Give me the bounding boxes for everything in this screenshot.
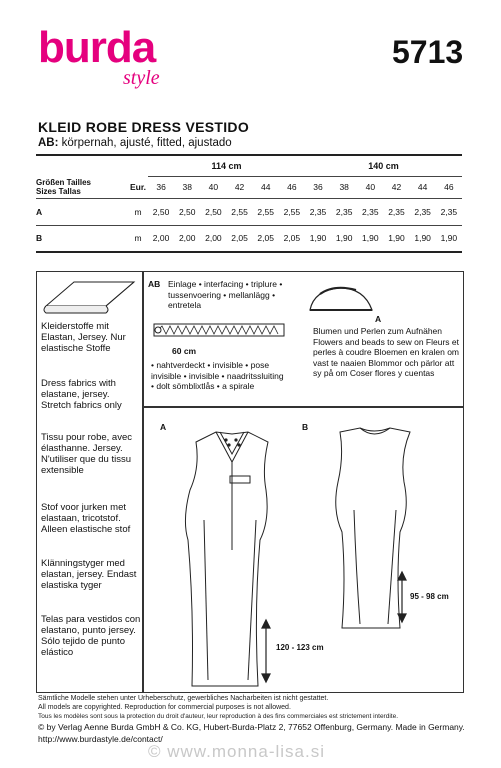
pattern-number: 5713	[392, 34, 464, 70]
yardage-cell: 1,90	[362, 233, 379, 244]
view-a-length: 120 - 123 cm	[276, 643, 324, 652]
beads-text: Blumen und Perlen zum Aufnähen Flowers and beads to sew on Fleurs et perles à coudre Bloemen en kralen om vast te naaien Blommor och pärlor att sy på om Coser flores y cuentas	[313, 326, 459, 378]
yardage-cell: 2,00	[152, 233, 170, 244]
size-cell: 38	[339, 182, 349, 192]
eur-label: Eur.	[129, 181, 147, 192]
size-table	[36, 156, 462, 253]
size-cell: 44	[260, 182, 271, 192]
zipper-icon	[150, 316, 290, 346]
yardage-cell: 2,35	[388, 206, 405, 217]
size-cell: 38	[182, 182, 192, 192]
yardage-cell: 2,35	[362, 206, 379, 217]
copyright-en: All models are copyrighted. Reproduction for commercial purposes is not allowed.	[38, 704, 291, 711]
yardage-cell: 2,55	[231, 206, 248, 217]
yardage-row-b	[36, 225, 462, 252]
yardage-cell: 1,90	[414, 233, 431, 244]
burda-logo-style: style	[123, 67, 160, 89]
watermark: © www.monna-lisa.si	[148, 742, 326, 761]
length-arrow-b	[398, 572, 406, 622]
yardage-cell: 1,90	[309, 233, 327, 244]
size-cell: 40	[208, 182, 219, 192]
size-cell: 40	[365, 182, 376, 192]
yardage-cell: 2,35	[309, 206, 327, 217]
fabric-text-sv: Klänningstyger med elastan, jersey. Endast elastiska tyger	[41, 558, 137, 591]
yardage-cell: 1,90	[335, 233, 353, 244]
size-cell: 44	[417, 182, 428, 192]
view-b-length: 95 - 98 cm	[410, 592, 449, 601]
fabric-text-fr: Tissu pour robe, avec élasthanne. Jersey. N'utiliser que du tissu extensible	[41, 432, 132, 476]
yardage-cell: 2,00	[178, 233, 196, 244]
fit-label: AB:	[38, 137, 59, 149]
size-cell: 42	[391, 182, 402, 192]
interfacing-label: AB	[148, 279, 161, 289]
row-label: A	[36, 206, 43, 217]
size-cell: 46	[444, 182, 454, 192]
size-header-line1: Größen Tailles	[36, 177, 91, 187]
fit-text: körpernah, ajusté, fitted, ajustado	[58, 137, 232, 149]
page-title: KLEID ROBE DRESS VESTIDO	[38, 119, 250, 135]
yardage-cell: 1,90	[388, 233, 405, 244]
view-a-label: A	[160, 422, 167, 432]
size-cell: 42	[234, 182, 245, 192]
yardage-cell: 2,35	[414, 206, 431, 217]
group-114: 114 cm	[148, 156, 305, 176]
yardage-cell: 1,90	[440, 233, 458, 244]
yardage-cell: 2,00	[205, 233, 222, 244]
copyright-fr: Tous les modèles sont sous la protection du droit d'auteur, leur reproduction à des fins commerciales est strictement interdite.	[38, 713, 399, 720]
fit-description	[38, 137, 232, 149]
fabric-text-en: Dress fabrics with elastane, jersey. Stretch fabrics only	[41, 378, 122, 411]
fabric-bolt-icon	[40, 276, 140, 316]
yardage-cell: 2,05	[257, 233, 274, 244]
fabric-text-de: Kleiderstoffe mit Elastan, Jersey. Nur elastische Stoffe	[41, 321, 126, 354]
row-label: B	[36, 233, 43, 244]
yardage-row-a	[36, 198, 462, 225]
yardage-cell: 2,55	[257, 206, 274, 217]
size-header-line2: Sizes Tallas	[36, 186, 81, 196]
zip-text: • nahtverdeckt • invisible • pose invisible • invisible • naadritssluiting • dolt sömblixtlås • a spirale	[151, 360, 284, 391]
view-b-label: B	[302, 422, 309, 432]
yardage-cell: 2,35	[440, 206, 458, 217]
zip-length: 60 cm	[172, 346, 197, 356]
unit-label: m	[134, 233, 142, 244]
iron-icon	[300, 282, 380, 316]
yardage-cell: 2,35	[335, 206, 353, 217]
yardage-cell: 2,05	[283, 233, 301, 244]
size-cell: 36	[156, 182, 166, 192]
publisher-address: © by Verlag Aenne Burda GmbH & Co. KG, Hubert-Burda-Platz 2, 77652 Offenburg, Germany. Made in Germany.	[38, 722, 465, 732]
interfacing-text: Einlage • interfacing • triplure • tussenvoering • mellanlägg • entretela	[168, 279, 283, 310]
yardage-cell: 2,50	[178, 206, 196, 217]
yardage-cell: 2,50	[152, 206, 170, 217]
dress-b-drawing	[336, 428, 410, 628]
fabric-text-nl: Stof voor jurken met elastaan, tricotstof. Alleen elastische stof	[41, 502, 131, 535]
contact-link[interactable]: http://www.burdastyle.de/contact/	[38, 734, 163, 744]
unit-label: m	[134, 206, 142, 217]
yardage-cell: 2,55	[283, 206, 301, 217]
fabric-text-es: Telas para vestidos con elastano, punto jersey. Sólo tejido de punto elástico	[41, 614, 141, 658]
length-arrow-a	[262, 620, 270, 682]
yardage-cell: 2,50	[205, 206, 222, 217]
size-cell: 46	[287, 182, 297, 192]
burda-logo: burda	[38, 23, 156, 72]
copyright-de: Sämtliche Modelle stehen unter Urheberschutz, gewerbliches Nacharbeiten ist nicht gestattet.	[38, 695, 329, 702]
size-cell: 36	[313, 182, 323, 192]
dress-a-drawing	[185, 432, 268, 686]
size-header-row	[36, 176, 462, 198]
beads-label: A	[375, 314, 382, 324]
group-140: 140 cm	[305, 156, 462, 176]
yardage-cell: 2,05	[231, 233, 248, 244]
